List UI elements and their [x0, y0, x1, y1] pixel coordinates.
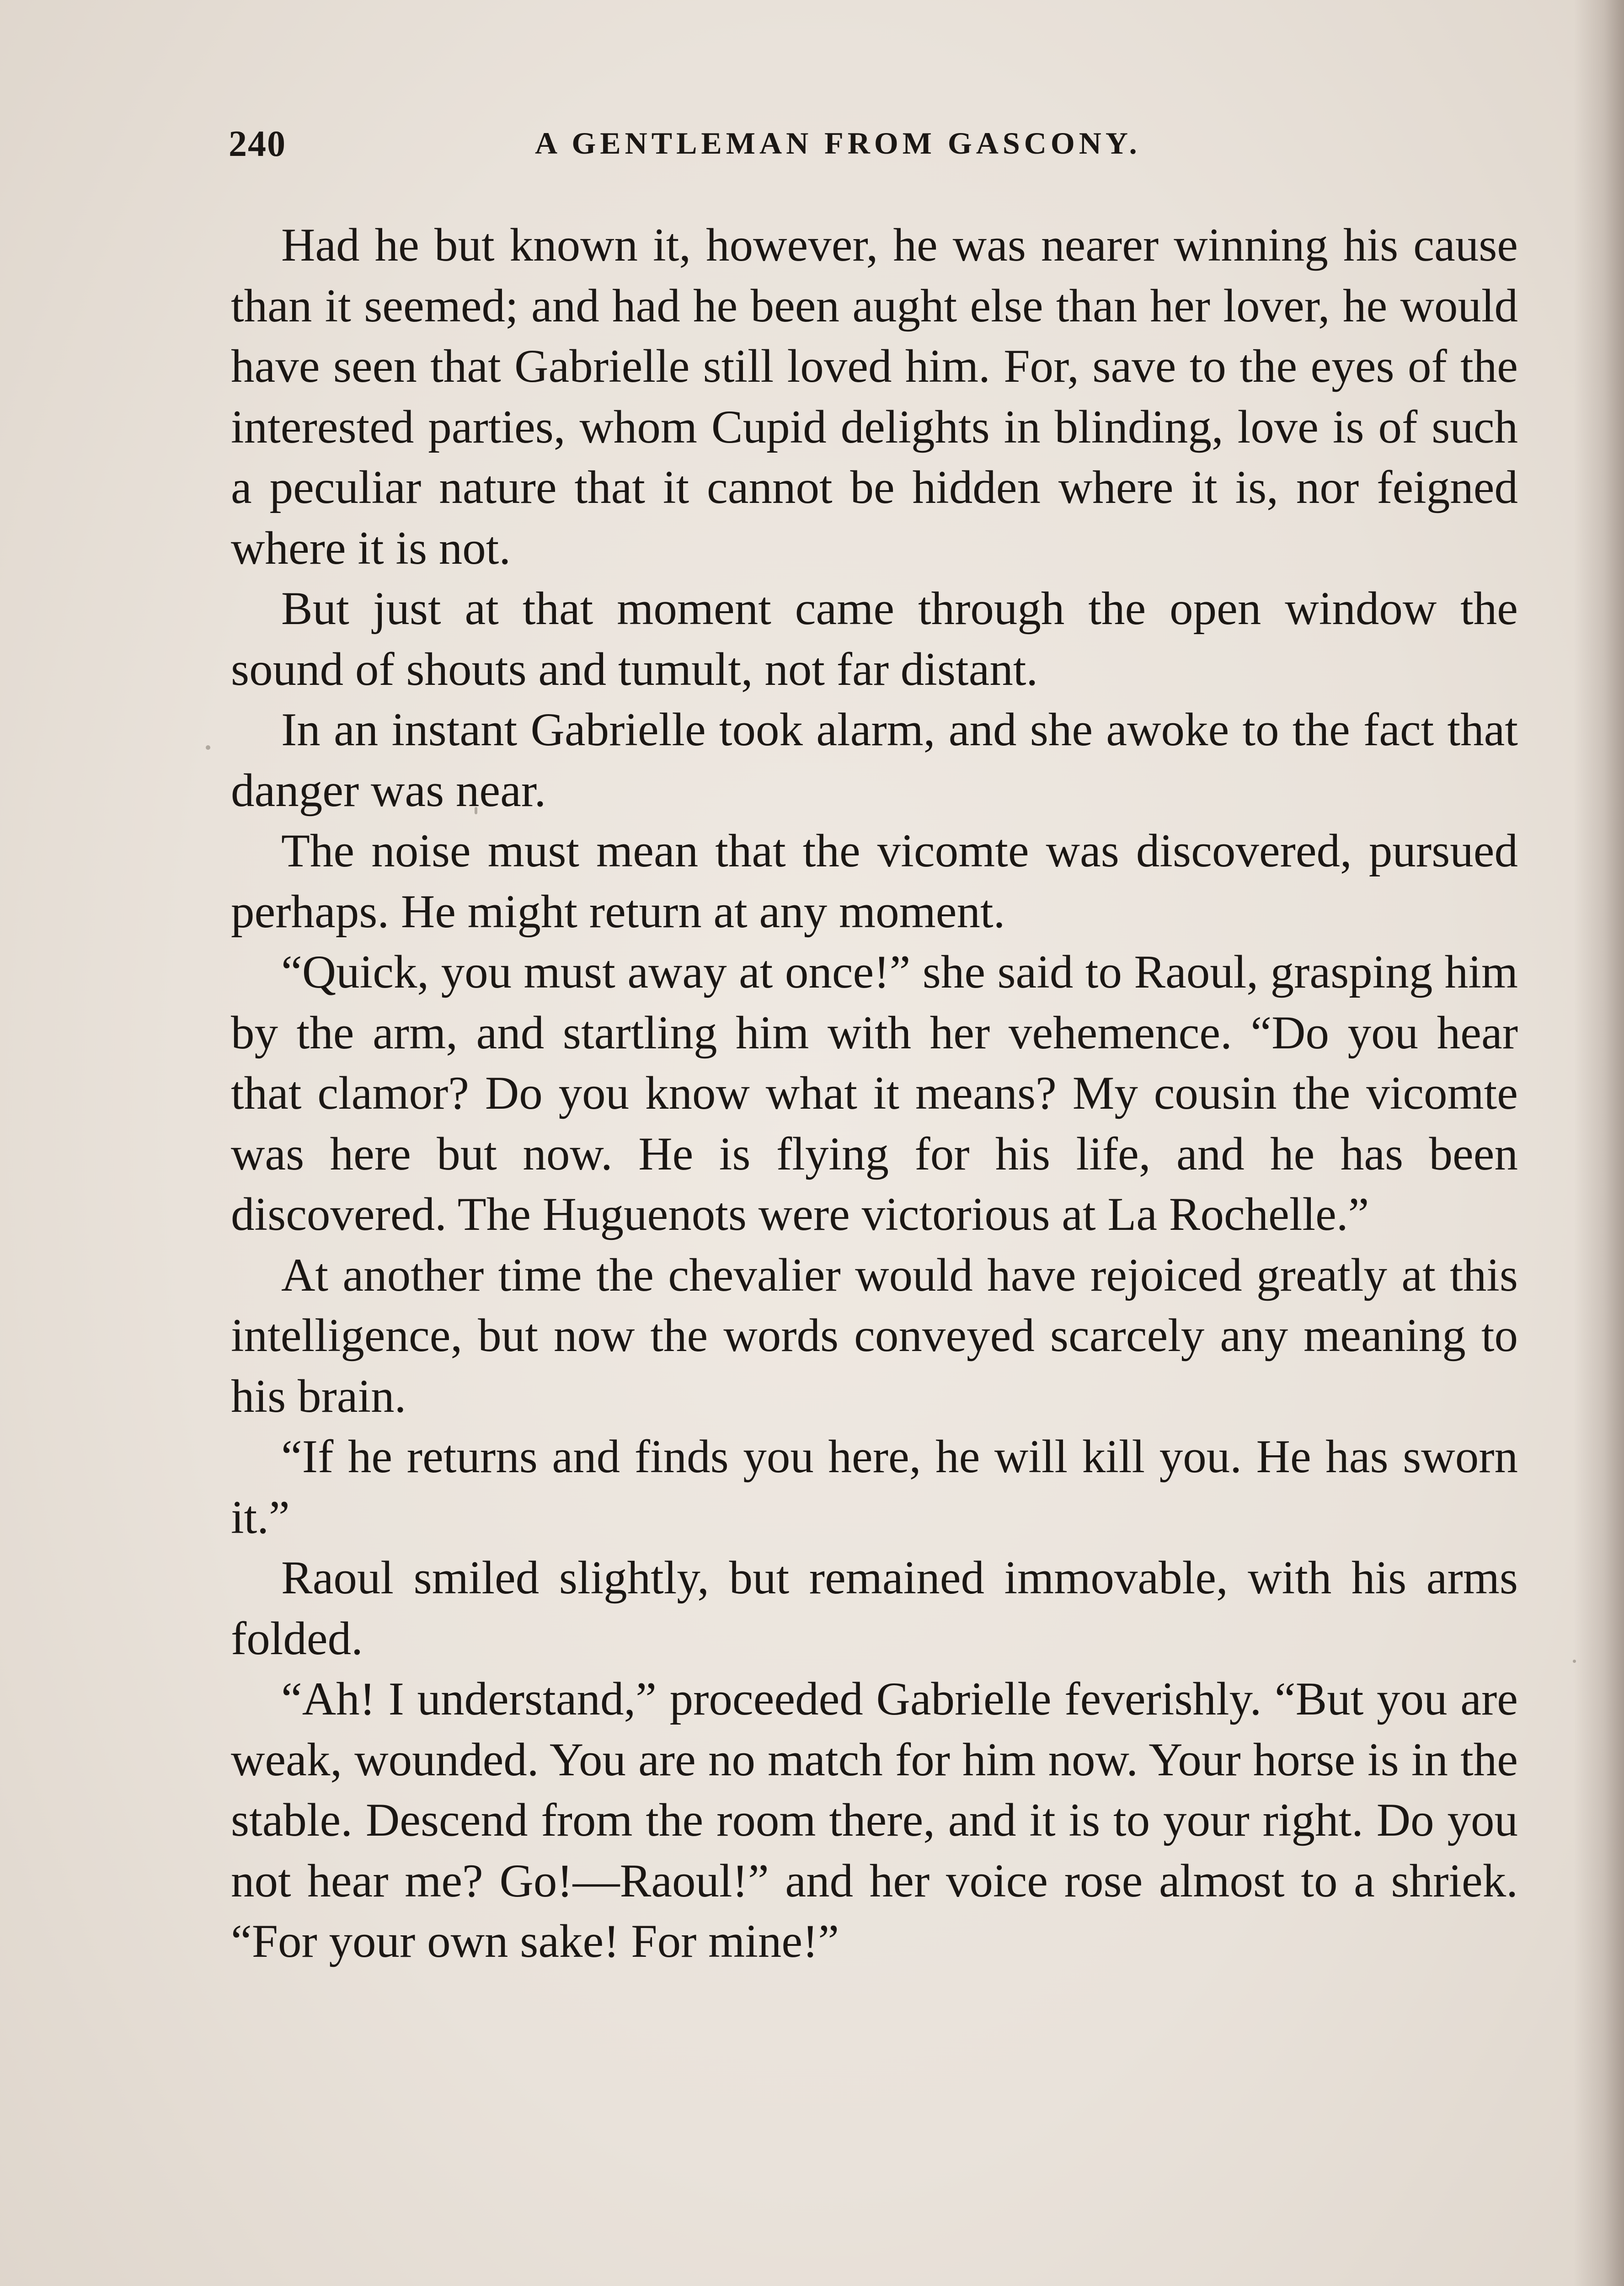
paragraph: “Ah! I understand,” proceeded Gabrielle feverishly. “But you are weak, wounded. You are no match for him now. Your horse is in the stable. Descend from the room there, and it is to your right. Do you not hear me? Go!—Raoul!” and her voice rose almost to a shriek. “For your own sake! For mine!”: [231, 1673, 1518, 1967]
running-head: [229, 123, 1234, 174]
paragraph: The noise must mean that the vicomte was discovered, pursued perhaps. He might return at any moment.: [231, 825, 1518, 938]
page-edge-shadow: [1574, 0, 1624, 2286]
page-speck: [206, 745, 210, 750]
paragraph: “If he returns and finds you here, he will kill you. He has sworn it.”: [231, 1431, 1518, 1544]
paragraph: Raoul smiled slightly, but remained immovable, with his arms folded.: [231, 1552, 1518, 1665]
paragraph: In an instant Gabrielle took alarm, and she awoke to the fact that danger was near.: [231, 704, 1518, 817]
page-number: 240: [229, 124, 286, 164]
paragraph: But just at that moment came through the open window the sound of shouts and tumult, not far distant.: [231, 582, 1518, 695]
book-title-header: A GENTLEMAN FROM GASCONY.: [535, 126, 1141, 160]
paragraph: Had he but known it, however, he was nearer winning his cause than it seemed; and had he been aught else than her lover, he would have seen that Gabrielle still loved him. For, save to the eyes of the interested parties, whom Cupid delights in blinding, love is of such a peculiar nature that it cannot be hidden where it is, nor feigned where it is not.: [231, 219, 1518, 574]
paragraph: “Quick, you must away at once!” she said to Raoul, grasping him by the arm, and startling him with her vehemence. “Do you hear that clamor? Do you know what it means? My cousin the vicomte was here but now. He is flying for his life, and he has been discovered. The Huguenots were victorious at La Rochelle.”: [231, 946, 1518, 1240]
body-text: [231, 215, 1518, 1972]
page-speck: [1573, 1660, 1576, 1663]
paragraph: At another time the chevalier would have rejoiced greatly at this intelligence, but now the words conveyed scarcely any meaning to his brain.: [231, 1249, 1518, 1422]
